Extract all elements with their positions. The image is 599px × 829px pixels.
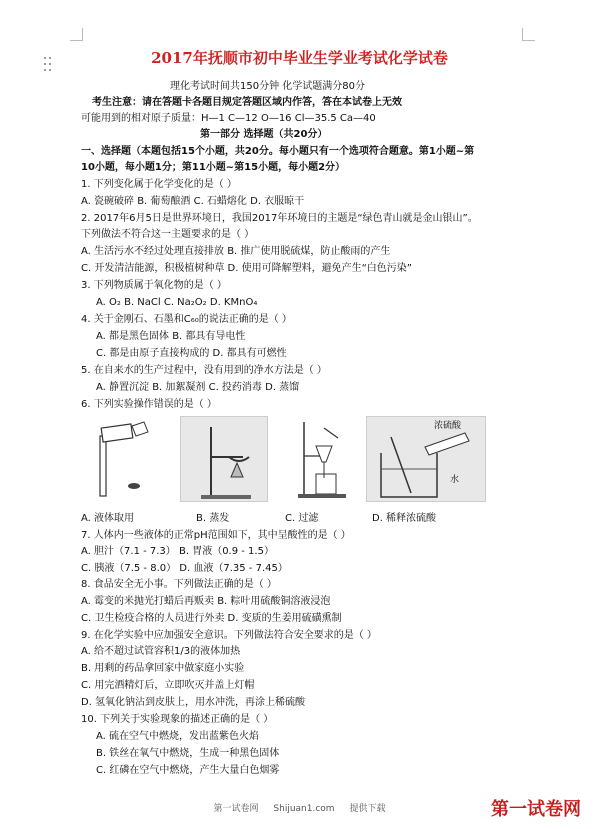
question-line: A. 胆汁（7.1 - 7.3） B. 胃液（0.9 - 1.5） xyxy=(81,546,274,557)
question-line: A. 生活污水不经过处理直接排放 B. 推广使用脱硫煤，防止酸雨的产生 xyxy=(81,246,391,257)
question-line: 9. 在化学实验中应加强安全意识。下列做法符合安全要求的是（ ） xyxy=(81,630,377,641)
question-line: C. 胰液（7.5 - 8.0） D. 血液（7.35 - 7.45） xyxy=(81,563,288,574)
question-line: A. O₂ B. NaCl C. Na₂O₂ D. KMnO₄ xyxy=(96,297,258,308)
section-instruction-2: 10小题，每小题1分；第11小题~第15小题，每小题2分） xyxy=(81,162,346,173)
question-line: 8. 食品安全无小事。下列做法正确的是（ ） xyxy=(81,579,277,590)
exam-title: 2017年抚顺市初中毕业生学业考试化学试卷 xyxy=(151,49,448,67)
question-line: A. 给不超过试管容积1/3的液体加热 xyxy=(81,646,241,657)
section-heading: 第一部分 选择题（共20分） xyxy=(200,129,328,140)
question-line: 7. 人体内一些液体的正常pH范围如下，其中呈酸性的是（ ） xyxy=(81,530,351,541)
option-label-a: A. 液体取用 xyxy=(81,513,135,524)
question-line: A. 硫在空气中燃烧，发出蓝紫色火焰 xyxy=(96,731,260,742)
question-line: 1. 下列变化属于化学变化的是（ ） xyxy=(81,179,237,190)
question-line: 5. 在自来水的生产过程中，没有用到的净水方法是（ ） xyxy=(81,365,327,376)
footer-url[interactable]: Shijuan1.com xyxy=(273,804,335,814)
question-line: C. 卫生检疫合格的人员进行外卖 D. 变质的生姜用硫磺熏制 xyxy=(81,613,342,624)
question-line: C. 红磷在空气中燃烧，产生大量白色烟雾 xyxy=(96,765,280,776)
corner-mark-top-left xyxy=(70,28,83,41)
option-label-d: D. 稀释浓硫酸 xyxy=(372,513,437,524)
option-label-b: B. 蒸发 xyxy=(196,513,230,524)
footer-site: 第一试卷网 xyxy=(213,804,259,814)
question-line: 6. 下列实验操作错误的是（ ） xyxy=(81,399,217,410)
question-line: 10. 下列关于实验现象的描述正确的是（ ） xyxy=(81,714,274,725)
filtration-illustration xyxy=(294,416,354,500)
question-line: D. 氢氧化钠沾到皮肤上，用水冲洗，再涂上稀硫酸 xyxy=(81,697,306,708)
corner-mark-top-right xyxy=(522,28,535,41)
brand-logo: 第一试卷网 xyxy=(491,799,581,820)
question-line: A. 静置沉淀 B. 加絮凝剂 C. 投药消毒 D. 蒸馏 xyxy=(96,382,300,393)
section-instruction-1: 一、选择题（本题包括15个小题，共20分。每小题只有一个选项符合题意。第1小题~第 xyxy=(81,146,475,157)
question-line: A. 瓷碗破碎 B. 葡萄酿酒 C. 石蜡熔化 D. 衣服晾干 xyxy=(81,196,305,207)
acid-annotation: 浓硫酸 xyxy=(434,421,462,431)
water-annotation: 水 xyxy=(450,475,460,485)
evaporation-photo xyxy=(180,416,268,502)
question-line: 2. 2017年6月5日是世界环境日，我国2017年环境日的主题是“绿色青山就是金山银山”。 xyxy=(81,213,478,224)
question-line: 4. 关于金刚石、石墨和C₆₀的说法正确的是（ ） xyxy=(81,314,292,325)
question-line: C. 都是由原子直接构成的 D. 都具有可燃性 xyxy=(96,348,287,359)
notice: 考生注意：请在答题卡各题目规定答题区域内作答，答在本试卷上无效 xyxy=(92,97,402,108)
dilution-illustration xyxy=(366,416,486,502)
time-info: 理化考试时间共150分钟 化学试题满分80分 xyxy=(170,81,365,92)
option-label-c: C. 过滤 xyxy=(285,513,319,524)
footer-download: 提供下载 xyxy=(349,804,386,814)
question-line: A. 霉变的米抛光打蜡后再贩卖 B. 粽叶用硫酸铜溶液浸泡 xyxy=(81,596,331,607)
atomic-mass: 可能用到的相对原子质量：H—1 C—12 O—16 Cl—35.5 Ca—40 xyxy=(81,113,376,124)
question-line: 3. 下列物质属于氧化物的是（ ） xyxy=(81,280,227,291)
question-line: A. 都是黑色固体 B. 都具有导电性 xyxy=(96,331,246,342)
question-line: B. 用剩的药品拿回家中做家庭小实验 xyxy=(81,663,245,674)
question-line: C. 用完酒精灯后，立即吹灭并盖上灯帽 xyxy=(81,680,255,691)
question-line: C. 开发清洁能源，积极植树种草 D. 使用可降解塑料，避免产生“白色污染” xyxy=(81,263,412,274)
question-line: B. 铁丝在氧气中燃烧，生成一种黑色固体 xyxy=(96,748,280,759)
liquid-pouring-illustration xyxy=(92,416,162,500)
question-line: 下列做法不符合这一主题要求的是（ ） xyxy=(81,229,255,240)
